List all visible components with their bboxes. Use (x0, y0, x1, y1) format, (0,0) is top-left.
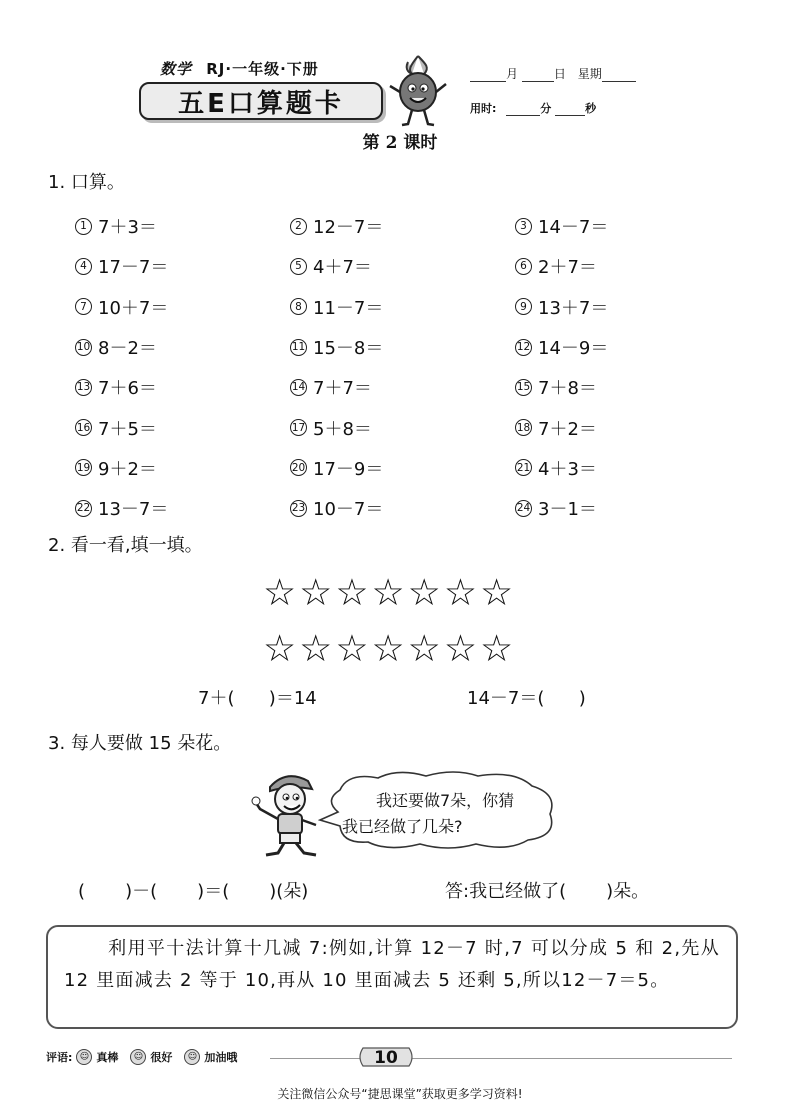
item-expression: 13＋7＝ (538, 297, 609, 319)
item-number: 2 (290, 218, 307, 235)
page-number: 10 (374, 1048, 398, 1068)
exercise-item (515, 367, 730, 407)
item-number: 7 (75, 298, 92, 315)
exercise-item (290, 367, 515, 407)
tip-text: 利用平十法计算十几减 7:例如,计算 12－7 时,7 可以分成 5 和 2,先从 12 里面减去 2 等于 10,再从 10 里面减去 5 还剩 5,所以12－7＝5。 (64, 938, 720, 991)
item-expression: 7＋5＝ (98, 418, 157, 440)
item-number: 22 (75, 500, 92, 517)
item-number: 18 (515, 419, 532, 436)
item-number: 11 (290, 339, 307, 356)
item-number: 20 (290, 459, 307, 476)
exercise-item (75, 448, 290, 488)
rating-bar (46, 1049, 237, 1065)
item-number: 15 (515, 379, 532, 396)
item-expression: 2＋7＝ (538, 257, 597, 279)
item-expression: 4＋7＝ (313, 257, 372, 279)
exercise-item (290, 407, 515, 447)
footer-divider (270, 1058, 732, 1059)
item-expression: 7＋2＝ (538, 418, 597, 440)
exercise-item (290, 287, 515, 327)
speech-line-1: 我还要做7朵，你猜 (376, 791, 515, 810)
exercise-item (515, 327, 730, 367)
exercise-item (290, 327, 515, 367)
item-expression: 12－7＝ (313, 217, 384, 239)
exercise-item (75, 327, 290, 367)
item-number: 5 (290, 258, 307, 275)
item-number: 17 (290, 419, 307, 436)
day-blank[interactable] (522, 69, 554, 82)
item-number: 13 (75, 379, 92, 396)
good-face-icon[interactable]: ☺ (130, 1049, 146, 1065)
exercise-item (75, 367, 290, 407)
speech-line-2: 我已经做了几朵? (342, 817, 463, 836)
exercise-item (75, 407, 290, 447)
item-expression: 5＋8＝ (313, 418, 372, 440)
minutes-label: 分 (540, 102, 552, 115)
q1-title: 1. 口算。 (48, 172, 125, 193)
seconds-label: 秒 (585, 102, 597, 115)
month-label: 月 (506, 67, 519, 81)
star-row-1: ☆☆☆☆☆☆☆ (263, 571, 517, 614)
weekday-label: 星期 (577, 67, 602, 81)
q3-equation: ( )－( )＝( )(朵) (78, 881, 309, 902)
item-expression: 7＋6＝ (98, 378, 157, 400)
item-expression: 10－7＝ (313, 499, 384, 521)
minutes-blank[interactable] (506, 103, 540, 116)
excellent-face-icon[interactable]: ☺ (76, 1049, 92, 1065)
item-expression: 4＋3＝ (538, 458, 597, 480)
exercise-item (515, 246, 730, 286)
rating-label: 评语: (46, 1051, 73, 1064)
q3-answer: 答:我已经做了( )朵。 (445, 881, 650, 902)
q2-equation-left: 7＋( )＝14 (198, 688, 317, 709)
exercise-item (75, 287, 290, 327)
item-expression: 7＋8＝ (538, 378, 597, 400)
footer-notice: 关注微信公众号“捷思课堂”获取更多学习资料! (277, 1087, 523, 1101)
seconds-blank[interactable] (555, 103, 585, 116)
month-blank[interactable] (470, 69, 506, 82)
item-expression: 11－7＝ (313, 297, 384, 319)
exercise-item (290, 448, 515, 488)
item-number: 23 (290, 500, 307, 517)
item-number: 8 (290, 298, 307, 315)
exercise-item (515, 448, 730, 488)
speech-text (342, 788, 552, 840)
exercise-item (515, 407, 730, 447)
item-number: 3 (515, 218, 532, 235)
exercise-item (75, 246, 290, 286)
item-expression: 8－2＝ (98, 338, 157, 360)
subject-label: 数学 (160, 60, 193, 78)
title-banner (139, 82, 383, 120)
item-expression: 17－9＝ (313, 458, 384, 480)
page-number-badge (357, 1044, 415, 1070)
rating-option-3: 加油哦 (204, 1051, 238, 1064)
time-label: 用时: (470, 102, 497, 115)
rating-option-1: 真棒 (96, 1051, 119, 1064)
q3-title: 3. 每人要做 15 朵花。 (48, 733, 232, 754)
item-expression: 15－8＝ (313, 338, 384, 360)
item-expression: 14－7＝ (538, 217, 609, 239)
exercise-item (290, 488, 515, 528)
star-row-2: ☆☆☆☆☆☆☆ (263, 627, 517, 670)
cheer-face-icon[interactable]: ☺ (184, 1049, 200, 1065)
exercise-item (75, 206, 290, 246)
item-number: 16 (75, 419, 92, 436)
banner-title: 五E口算题卡 (178, 88, 344, 119)
exercise-item (290, 206, 515, 246)
q1-exercise-grid (75, 206, 735, 528)
item-number: 9 (515, 298, 532, 315)
date-fields (470, 65, 636, 82)
rating-option-2: 很好 (150, 1051, 173, 1064)
item-number: 4 (75, 258, 92, 275)
item-number: 14 (290, 379, 307, 396)
item-number: 19 (75, 459, 92, 476)
item-number: 6 (515, 258, 532, 275)
lesson-title: 第 2 课时 (362, 133, 438, 153)
exercise-item (515, 206, 730, 246)
day-label: 日 (553, 67, 566, 81)
item-expression: 10＋7＝ (98, 297, 169, 319)
book-subject-line (160, 58, 319, 79)
item-expression: 9＋2＝ (98, 458, 157, 480)
tip-box (46, 925, 738, 1029)
item-expression: 17－7＝ (98, 257, 169, 279)
q2-title: 2. 看一看,填一填。 (48, 535, 203, 556)
item-number: 10 (75, 339, 92, 356)
time-fields (470, 100, 596, 116)
q2-equation-right: 14－7＝( ) (467, 688, 586, 709)
item-expression: 3－1＝ (538, 499, 597, 521)
exercise-item (515, 287, 730, 327)
item-expression: 7＋3＝ (98, 217, 157, 239)
item-number: 21 (515, 459, 532, 476)
exercise-item (515, 488, 730, 528)
edition-label: RJ·一年级·下册 (206, 60, 319, 78)
item-expression: 13－7＝ (98, 499, 169, 521)
weekday-blank[interactable] (602, 69, 636, 82)
item-expression: 14－9＝ (538, 338, 609, 360)
item-expression: 7＋7＝ (313, 378, 372, 400)
radish-mascot-icon (386, 52, 450, 128)
exercise-item (290, 246, 515, 286)
item-number: 12 (515, 339, 532, 356)
item-number: 1 (75, 218, 92, 235)
exercise-item (75, 488, 290, 528)
item-number: 24 (515, 500, 532, 517)
